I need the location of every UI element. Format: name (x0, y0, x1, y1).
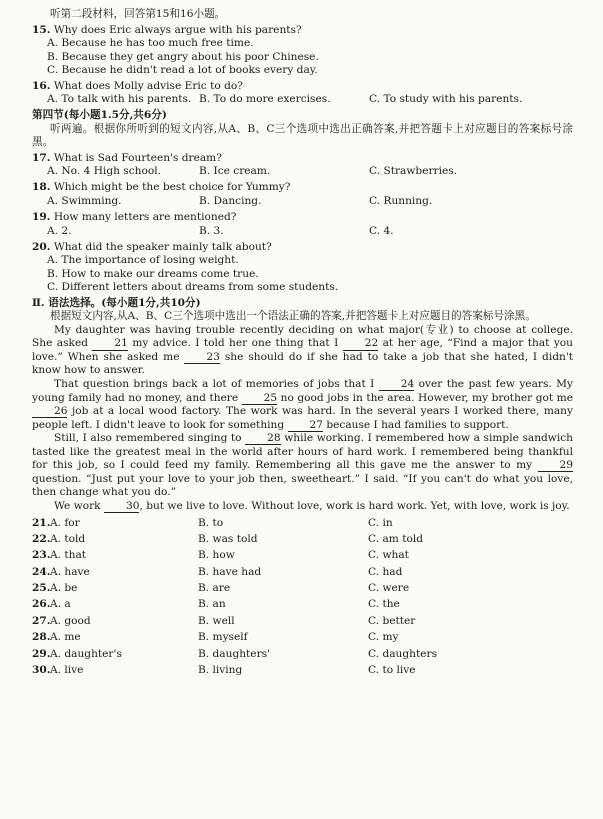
passage-text: question. “Just put your love to your job then, sweetheart.” I said. “If you can't do what you love, then change what you do.” (32, 472, 573, 499)
question-18-options (47, 195, 573, 209)
question-15-options (47, 37, 573, 78)
blank-29: 29 (538, 460, 573, 472)
section-4-instructions: 听两遍。根据你所听到的短文内容,从A、B、C三个选项中选出正确答案,并把答题卡上对应题目的答案标号涂黑。 (32, 122, 573, 149)
option-c: C. better (368, 614, 416, 627)
question-19-options (47, 225, 573, 239)
option-c: C. Because he didn't read a lot of books every day. (47, 64, 318, 77)
option-c: C. in (368, 516, 393, 529)
question-text: How many letters are mentioned? (53, 211, 237, 224)
answer-row-24 (32, 566, 573, 582)
option-a: A. a (50, 598, 71, 611)
option-a: A. No. 4 High school. (47, 165, 161, 178)
option-b: B. How to make our dreams come true. (47, 267, 259, 280)
answer-number: 28. (32, 631, 51, 644)
passage-text: That question brings back a lot of memories of jobs that I (54, 378, 379, 391)
passage-text: over the past few years. My young family had no money, and there (32, 378, 573, 404)
section-4-title: 第四节(每小题1.5分,共6分) (32, 109, 167, 122)
question-number: 20. (32, 240, 51, 253)
option-a: A. daughter's (50, 647, 122, 660)
blank-26: 26 (32, 406, 67, 418)
answer-row-26 (32, 598, 573, 614)
question-text: Which might be the best choice for Yummy? (53, 181, 291, 194)
option-c: C. what (368, 549, 409, 562)
option-a: A. for (50, 516, 80, 529)
answer-number: 26. (32, 598, 51, 611)
blank-21: 21 (92, 338, 127, 350)
answer-row-21 (32, 517, 573, 533)
option-a: A. that (50, 549, 87, 562)
option-b: B. well (198, 614, 235, 627)
question-number: 19. (32, 211, 51, 224)
option-c: C. Strawberries. (369, 165, 458, 178)
passage-text: no good jobs in the area. However, my brother got me (277, 391, 573, 404)
option-c: C. Running. (369, 195, 433, 208)
option-c: C. To study with his parents. (369, 93, 523, 106)
answer-row-29 (32, 648, 573, 664)
answer-row-23 (32, 549, 573, 565)
question-19 (32, 211, 573, 225)
option-a: A. be (50, 582, 78, 595)
question-number: 15. (32, 23, 51, 36)
answer-row-28 (32, 631, 573, 647)
option-b: B. Ice cream. (199, 165, 271, 178)
option-c: C. my (368, 631, 399, 644)
passage-text: while working. I remembered how a simple sandwich tasted like the greatest meal in the world after hours of hard work. I remembered being thankful for this job, so I could feed my family. Remembering all this gave me the answer to my (32, 432, 574, 472)
option-b: B. was told (198, 532, 258, 545)
question-number: 17. (32, 151, 51, 164)
option-c: C. 4. (369, 224, 394, 237)
option-c: C. daughters (368, 647, 438, 660)
option-a: A. To talk with his parents. (47, 93, 192, 106)
question-text: What does Molly advise Eric to do? (53, 79, 243, 92)
option-b: B. 3. (199, 224, 224, 237)
blank-22: 22 (343, 338, 378, 350)
passage-text: she should do if she had to take a job that she hated, I didn't know how to answer. (32, 350, 573, 377)
option-c: C. were (368, 582, 410, 595)
question-text: Why does Eric always argue with his parents? (53, 23, 302, 36)
option-b: B. have had (198, 565, 262, 578)
question-text: What is Sad Fourteen's dream? (53, 151, 222, 164)
passage-text: My daughter was having trouble recently deciding on what major(专业) to choose at college. She asked (32, 323, 573, 350)
blank-24: 24 (379, 379, 414, 391)
question-16 (32, 80, 573, 94)
answer-row-22 (32, 533, 573, 549)
passage-text: Still, I also remembered singing to (54, 432, 246, 445)
question-text: What did the speaker mainly talk about? (53, 240, 272, 253)
option-b: B. how (198, 549, 235, 562)
option-b: B. To do more exercises. (199, 93, 331, 106)
question-18 (32, 181, 573, 195)
answer-row-30 (32, 664, 573, 680)
passage-text: because I had families to support. (322, 418, 509, 431)
option-b: B. to (198, 516, 224, 529)
answer-number: 22. (32, 532, 51, 545)
answer-number: 25. (32, 582, 51, 595)
question-number: 16. (32, 79, 51, 92)
passage-text: job at a local wood factory. The work was hard. In the several years I worked there, many people left. I didn't leave to look for something (32, 405, 573, 431)
answer-number: 24. (32, 565, 51, 578)
option-c: C. Different letters about dreams from some students. (47, 281, 339, 294)
passage-paragraph-2 (32, 378, 573, 432)
question-20 (32, 241, 573, 255)
option-a: A. Swimming. (47, 195, 122, 208)
answer-number: 27. (32, 614, 51, 627)
option-a: A. me (50, 631, 81, 644)
question-16-options (47, 93, 573, 107)
passage-text: , but we live to love. Without love, work is hard work. Yet, with love, work is joy. (139, 499, 570, 512)
question-number: 18. (32, 181, 51, 194)
question-17 (32, 152, 573, 166)
answer-number: 23. (32, 549, 51, 562)
option-b: B. are (198, 582, 231, 595)
passage-text: at her age, “Find a major that you love.” When she asked me (32, 337, 574, 363)
answer-number: 21. (32, 516, 51, 529)
question-15 (32, 24, 573, 38)
blank-28: 28 (245, 433, 280, 445)
question-17-options (47, 165, 573, 179)
grammar-section-title: Ⅱ. 语法选择。(每小题1分,共10分) (32, 296, 201, 309)
option-a: A. The importance of losing weight. (47, 254, 239, 267)
option-c: C. the (368, 598, 400, 611)
passage-text: my advice. I told her one thing that I (127, 337, 343, 350)
option-a: A. told (50, 532, 86, 545)
blank-25: 25 (242, 393, 277, 405)
option-b: B. living (198, 664, 243, 677)
option-a: A. good (50, 614, 91, 627)
option-b: B. Because they get angry about his poor Chinese. (47, 50, 319, 63)
option-b: B. Dancing. (199, 195, 262, 208)
option-a: A. 2. (47, 224, 72, 237)
answer-number: 30. (32, 664, 51, 677)
passage-paragraph-3 (32, 432, 573, 500)
answer-number: 29. (32, 647, 51, 660)
passage-text: We work (54, 499, 104, 512)
option-c: C. to live (368, 664, 416, 677)
grammar-instructions: 根据短文内容,从A、B、C三个选项中选出一个语法正确的答案,并把答题卡上对应题目的答案标号涂黑。 (50, 310, 536, 323)
answer-choices-list (32, 517, 573, 681)
option-a: A. live (50, 664, 84, 677)
answer-row-25 (32, 582, 573, 598)
option-b: B. daughters' (198, 647, 270, 660)
option-b: B. an (198, 598, 226, 611)
option-a: A. have (50, 565, 90, 578)
blank-23: 23 (184, 352, 219, 364)
passage-paragraph-1 (32, 324, 573, 378)
blank-27: 27 (288, 420, 323, 432)
passage-paragraph-4 (32, 500, 573, 514)
question-20-options (47, 254, 573, 295)
option-c: C. had (368, 565, 403, 578)
listening-intro-2: 听第二段材料，回答第15和16小题。 (50, 8, 226, 20)
answer-row-27 (32, 615, 573, 631)
blank-30: 30 (104, 501, 139, 513)
option-a: A. Because he has too much free time. (47, 37, 254, 50)
option-c: C. am told (368, 532, 423, 545)
option-b: B. myself (198, 631, 248, 644)
